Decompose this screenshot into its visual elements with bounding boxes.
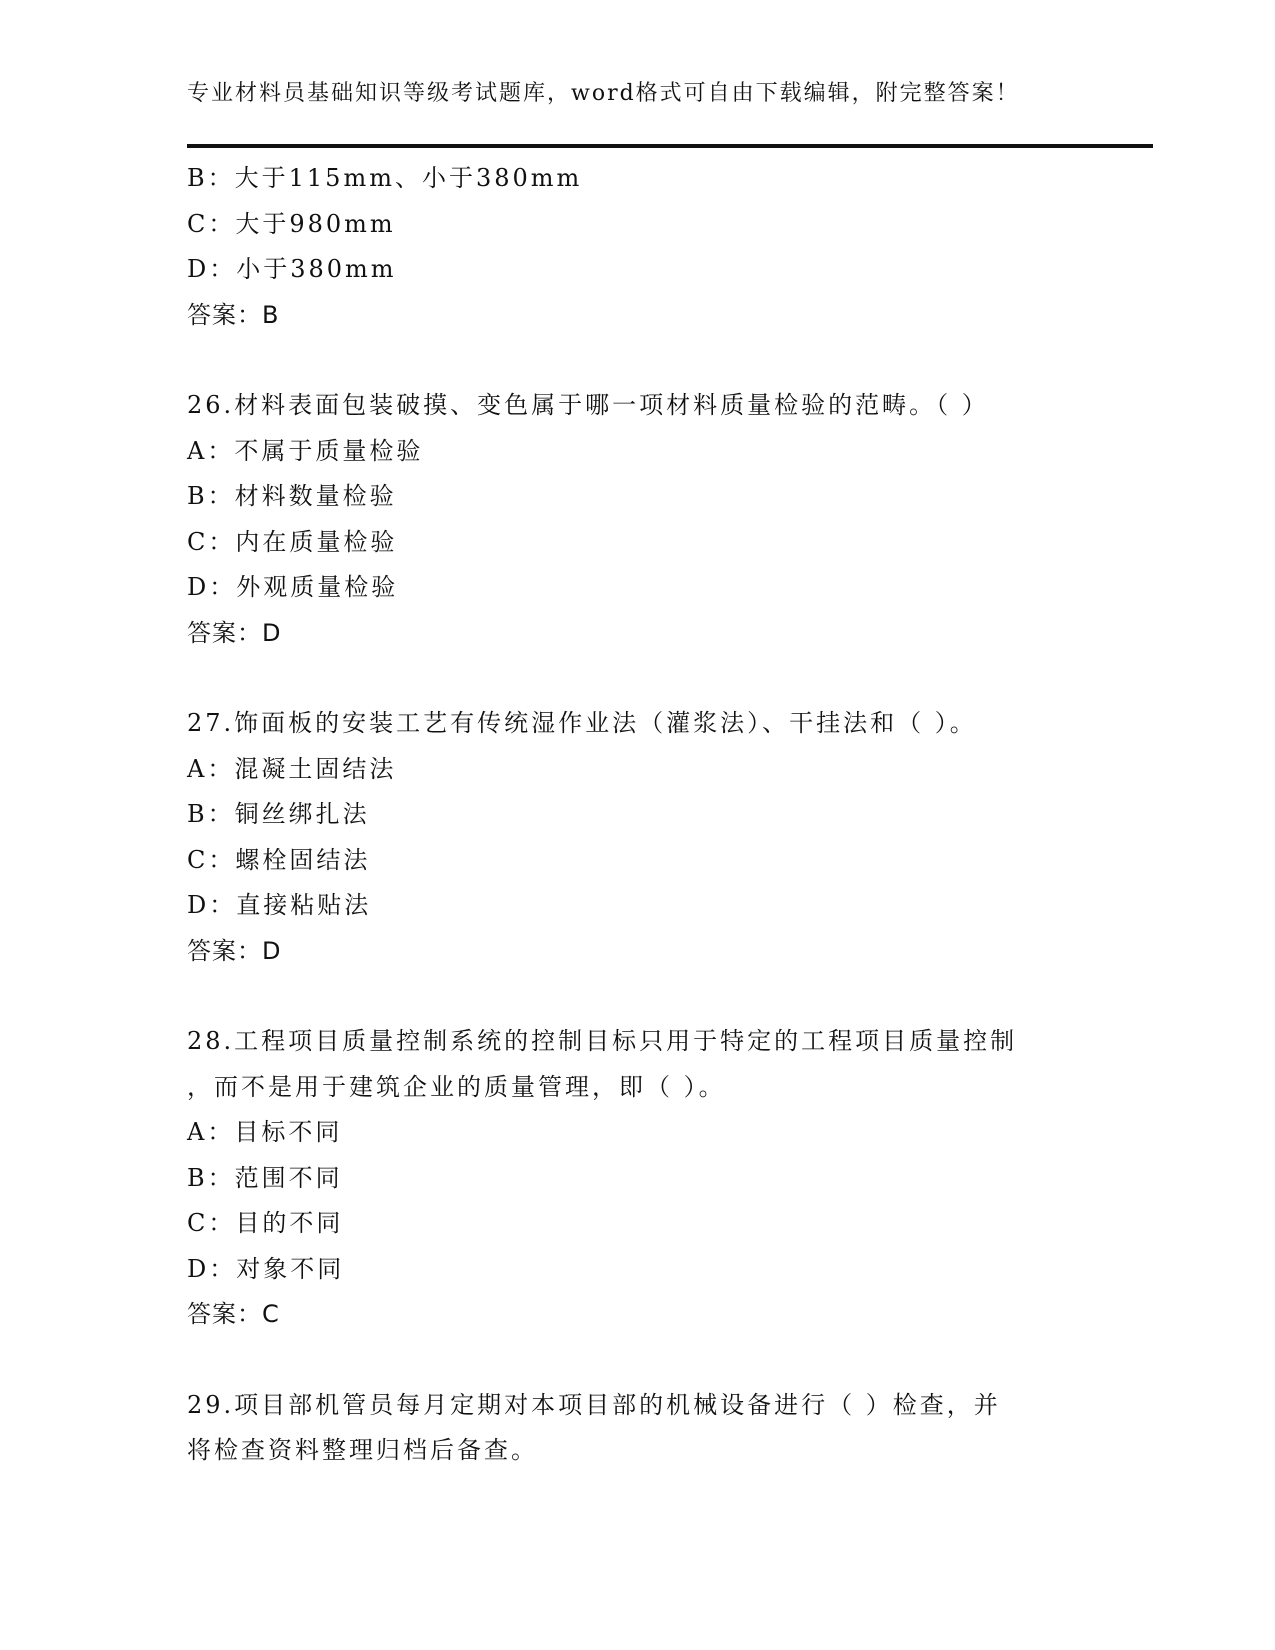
- option-b: B：范围不同: [187, 1163, 343, 1192]
- question-stem-continued: ，而不是用于建筑企业的质量管理，即（ ）。: [187, 1072, 726, 1101]
- option-a: A：不属于质量检验: [187, 436, 424, 465]
- header-divider: [187, 144, 1153, 148]
- question-27: [187, 701, 1107, 974]
- answer: 答案：D: [187, 618, 282, 647]
- question-26: [187, 383, 1107, 656]
- option-c: C：内在质量检验: [187, 527, 398, 556]
- option-d: D：对象不同: [187, 1254, 345, 1283]
- answer: 答案：C: [187, 1300, 280, 1328]
- option-b: B：大于115mm、小于380mm: [187, 164, 583, 192]
- previous-question-tail: [187, 156, 1107, 338]
- question-28: [187, 1019, 1107, 1338]
- page-header: 专业材料员基础知识等级考试题库，word格式可自由下载编辑，附完整答案！: [187, 81, 1020, 106]
- option-c: C：大于980mm: [187, 209, 396, 238]
- option-d: D：直接粘贴法: [187, 891, 372, 919]
- option-d: D：小于380mm: [187, 255, 397, 283]
- option-d: D：外观质量检验: [187, 573, 399, 601]
- document-body: [187, 156, 1107, 1474]
- option-c: C：目的不同: [187, 1209, 344, 1237]
- question-29: [187, 1383, 1107, 1474]
- question-stem: 29.项目部机管员每月定期对本项目部的机械设备进行（ ）检查，并: [187, 1390, 1001, 1419]
- answer: 答案：B: [187, 300, 280, 329]
- option-b: B：材料数量检验: [187, 482, 397, 510]
- option-c: C：螺栓固结法: [187, 845, 371, 874]
- question-stem: 27.饰面板的安装工艺有传统湿作业法（灌浆法）、干挂法和（ ）。: [187, 709, 977, 737]
- question-stem: 28.工程项目质量控制系统的控制目标只用于特定的工程项目质量控制: [187, 1027, 1018, 1055]
- answer: 答案：D: [187, 936, 282, 965]
- question-stem-continued: 将检查资料整理归档后备查。: [187, 1436, 538, 1464]
- option-a: A：目标不同: [187, 1118, 343, 1146]
- option-b: B：铜丝绑扎法: [187, 800, 370, 828]
- question-stem: 26.材料表面包装破摸、变色属于哪一项材料质量检验的范畴。（ ）: [187, 391, 989, 419]
- option-a: A：混凝土固结法: [187, 754, 397, 783]
